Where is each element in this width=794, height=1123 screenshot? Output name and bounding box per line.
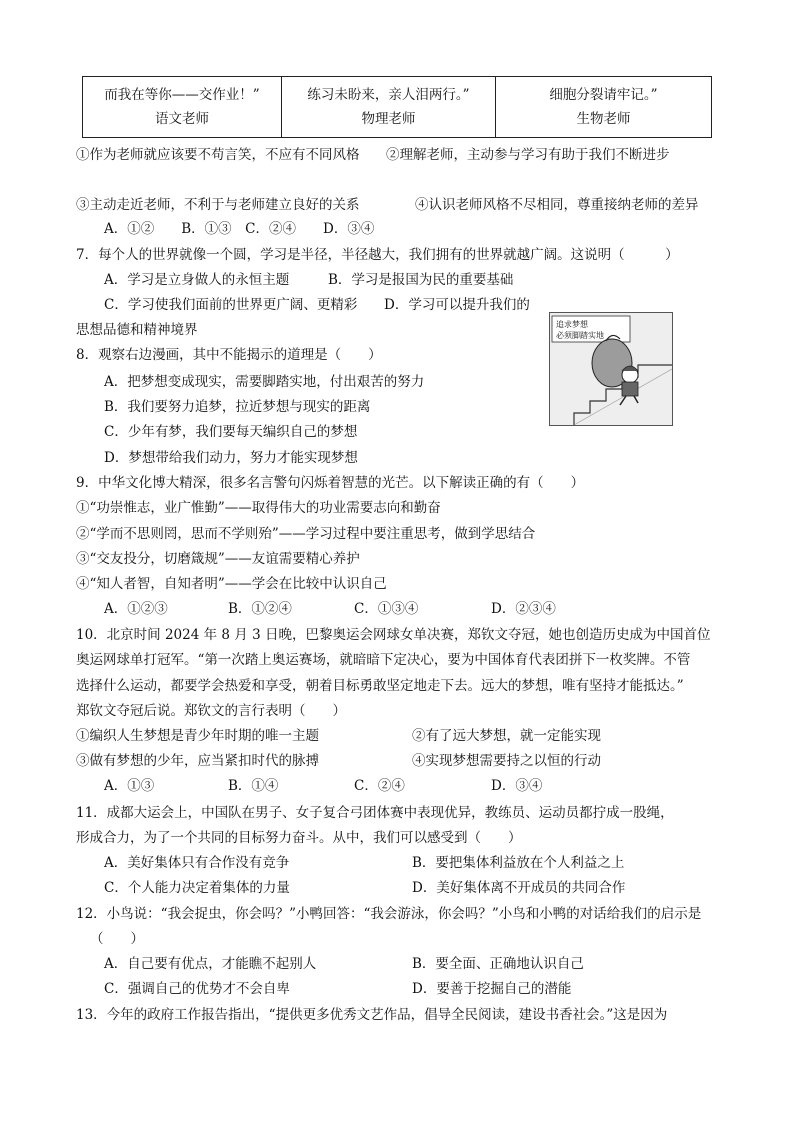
q7-stem: 7．每个人的世界就像一个圆，学习是半径，半径越大，我们拥有的世界就越广阔。这说明（ ） <box>76 247 679 263</box>
q6-statement-2: ②理解老师，主动参与学习有助于我们不断进步 <box>386 147 670 163</box>
q12-option-b: B．要全面、正确地认识自己 <box>412 956 584 972</box>
q11-option-a: A．美好集体只有合作没有竞争 <box>104 855 290 871</box>
q11-line-1: 11．成都大运会上，中国队在男子、女子复合弓团体赛中表现优异，教练员、运动员都拧成一股绳， <box>76 805 674 821</box>
q10-statement-1: ①编织人生梦想是青少年时期的唯一主题 <box>76 728 319 744</box>
q11-line-2: 形成合力，为了一个共同的目标努力奋斗。从中，我们可以感受到（ ） <box>76 830 522 846</box>
q8-option-d: D．梦想带给我们动力，努力才能实现梦想 <box>104 450 358 466</box>
q10-statement-4: ④实现梦想需要持之以恒的行动 <box>412 753 601 769</box>
q9-option-c: C．①③④ <box>354 601 419 617</box>
q10-option-b: B．①④ <box>228 778 279 794</box>
table-cell-chinese <box>83 77 282 138</box>
q12-option-c: C．强调自己的优势才不会自卑 <box>104 981 290 997</box>
q10-line-3: 选择什么运动，都要学会热爱和享受，朝着目标勇敢坚定地走下去。远大的梦想，唯有坚持才能抵达。” <box>76 678 684 694</box>
teacher-label: 语文老师 <box>155 111 209 127</box>
q7-option-d: D．学习可以提升我们的 <box>384 297 530 313</box>
q12-option-a: A．自己要有优点，才能瞧不起别人 <box>104 956 317 972</box>
comic-illustration <box>549 312 673 426</box>
q9-statement-1: ①“功崇惟志，业广惟勤”——取得伟大的功业需要志向和勤奋 <box>76 500 441 516</box>
table-cell-physics <box>282 77 496 138</box>
quote-text: 练习未盼来，亲人泪两行。” <box>307 87 470 103</box>
q10-line-4: 郑钦文夺冠后说。郑钦文的言行表明（ ） <box>76 703 346 719</box>
q7-option-d-continued: 思想品德和精神境界 <box>76 322 198 338</box>
q7-option-b: B．学习是报国为民的重要基础 <box>328 272 514 288</box>
q12-line-1: 12．小鸟说：“我会捉虫，你会吗？”小鸭回答：“我会游泳，你会吗？”小鸟和小鸭的对话给我们的启示是 <box>76 906 702 922</box>
q9-statement-4: ④“知人者智，自知者明”——学会在比较中认识自己 <box>76 576 387 592</box>
teacher-label: 物理老师 <box>361 111 416 127</box>
q6-options: A．①② B．①③ C．②④ D．③④ <box>104 221 375 237</box>
dream-comic-image <box>550 313 672 425</box>
q11-option-c: C．个人能力决定着集体的力量 <box>104 880 290 896</box>
q10-line-1: 10．北京时间 2024 年 8 月 3 日晚，巴黎奥运会网球女单决赛，郑钦文夺冠，她也创造历史成为中国首位 <box>76 627 711 643</box>
q10-statement-2: ②有了远大梦想，就一定能实现 <box>412 728 601 744</box>
q11-option-d: D．美好集体离不开成员的共同合作 <box>412 880 626 896</box>
q9-stem: 9．中华文化博大精深，很多名言警句闪烁着智慧的光芒。以下解读正确的有（ ） <box>76 475 585 491</box>
comic-caption-line-2: 必须脚踏实地 <box>556 331 604 340</box>
q10-statement-3: ③做有梦想的少年，应当紧扣时代的脉搏 <box>76 753 319 769</box>
q9-statement-2: ②“学而不思则罔，思而不学则殆”——学习过程中要注重思考，做到学思结合 <box>76 526 536 542</box>
q8-option-c: C．少年有梦，我们要每天编织自己的梦想 <box>104 424 358 440</box>
q10-option-d: D．③④ <box>491 778 543 794</box>
q10-option-c: C．②④ <box>354 778 405 794</box>
table-cell-biology <box>496 77 712 138</box>
q13-line-1: 13．今年的政府工作报告指出，“提供更多优秀文艺作品，倡导全民阅读，建设书香社会。”这是因为 <box>76 1007 668 1023</box>
q9-statement-3: ③“交友投分，切磨箴规”——友谊需要精心养护 <box>76 551 360 567</box>
q8-option-b: B．我们要努力追梦，拉近梦想与现实的距离 <box>104 399 371 415</box>
q10-line-2: 奥运网球单打冠军。“第一次踏上奥运赛场，就暗暗下定决心，要为中国体育代表团拼下一枚奖牌。不管 <box>76 652 691 668</box>
q7-option-c: C．学习使我们面前的世界更广阔、更精彩 <box>104 297 358 313</box>
teacher-quote-table <box>82 76 712 138</box>
q7-option-a: A．学习是立身做人的永恒主题 <box>104 272 290 288</box>
comic-caption-line-1: 追求梦想 <box>556 320 588 329</box>
teacher-label: 生物老师 <box>576 111 631 127</box>
q11-option-b: B．要把集体利益放在个人利益之上 <box>412 855 625 871</box>
q12-line-2: （ ） <box>90 931 144 947</box>
q6-statement-1: ①作为老师就应该要不苟言笑，不应有不同风格 <box>76 147 360 163</box>
q8-option-a: A．把梦想变成现实，需要脚踏实地，付出艰苦的努力 <box>104 374 425 390</box>
q10-option-a: A．①③ <box>104 778 155 794</box>
q9-option-b: B．①②④ <box>228 601 292 617</box>
q9-option-d: D．②③④ <box>491 601 556 617</box>
q12-option-d: D．要善于挖掘自己的潜能 <box>412 981 572 997</box>
q6-statement-4: ④认识老师风格不尽相同，尊重接纳老师的差异 <box>415 197 699 213</box>
q6-statement-3: ③主动走近老师，不利于与老师建立良好的关系 <box>76 197 360 213</box>
quote-text: 细胞分裂请牢记。” <box>549 87 658 103</box>
quote-text: 而我在等你——交作业！” <box>104 87 260 103</box>
q9-option-a: A．①②③ <box>104 601 168 617</box>
q8-stem: 8．观察右边漫画，其中不能揭示的道理是（ ） <box>76 347 382 363</box>
